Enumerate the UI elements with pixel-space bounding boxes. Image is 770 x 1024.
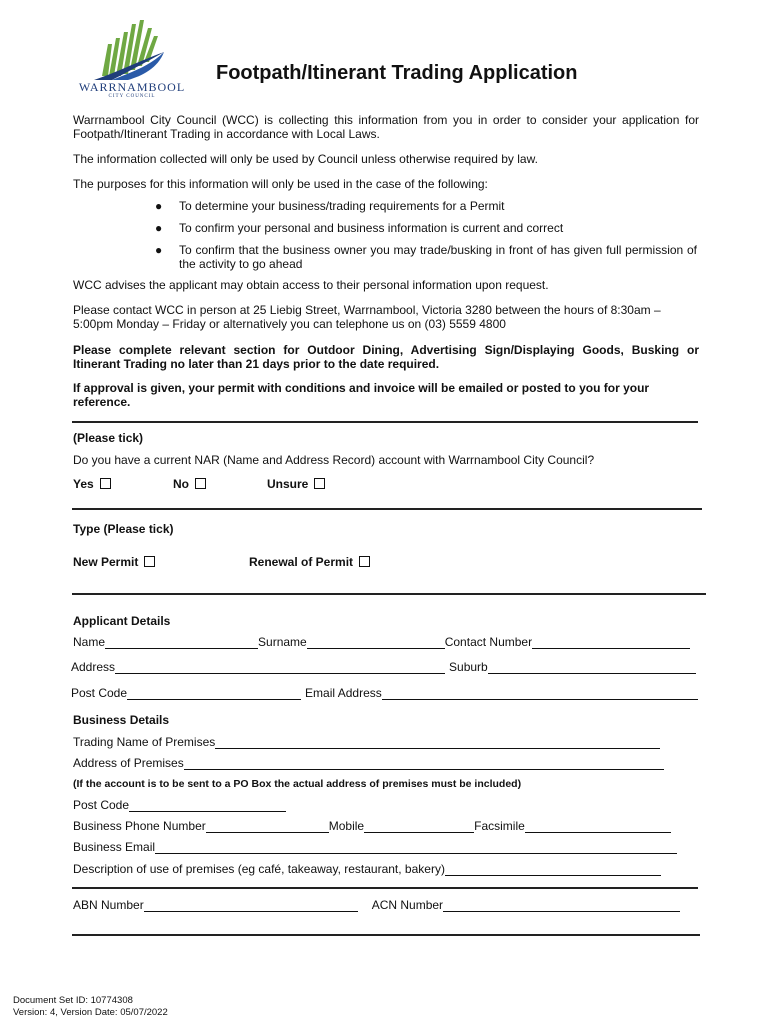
intro-paragraph-2: The information collected will only be used by Council unless otherwise required by law.	[73, 152, 538, 166]
nar-no-label: No	[173, 477, 189, 491]
yes-checkbox[interactable]	[100, 478, 111, 489]
logo-name: WARRNAMBOOL	[78, 80, 186, 94]
nar-heading: (Please tick)	[73, 431, 144, 445]
new-permit-checkbox[interactable]	[144, 556, 155, 567]
applicant-name-row	[73, 635, 690, 649]
nar-question: Do you have a current NAR (Name and Address Record) account with Warrnambool City Council?	[73, 453, 595, 467]
divider	[72, 593, 706, 595]
contact-number-field[interactable]	[532, 637, 690, 649]
premises-address-row	[73, 756, 664, 770]
description-row	[73, 862, 661, 876]
trading-name-field[interactable]	[215, 737, 660, 749]
name-label: Name	[73, 635, 106, 649]
trading-name-row	[73, 735, 660, 749]
intro-paragraph-4: WCC advises the applicant may obtain access to their personal information upon request.	[73, 278, 549, 292]
email-label: Email Address	[305, 686, 382, 700]
business-phone-row	[73, 819, 671, 833]
applicant-heading: Applicant Details	[73, 614, 171, 628]
bullet-icon: ●	[155, 199, 163, 213]
bullet-item-1: To determine your business/trading requirements for a Permit	[179, 199, 505, 213]
postcode-field[interactable]	[127, 688, 301, 700]
intro-paragraph-1: Warrnambool City Council (WCC) is collecting this information from you in order to consider your application for Footpath/Itinerant Trading in accordance with Local Laws.	[73, 113, 699, 141]
business-postcode-label: Post Code	[73, 798, 130, 812]
business-email-row	[73, 840, 677, 854]
surname-field[interactable]	[307, 637, 445, 649]
logo-subtitle: CITY COUNCIL	[108, 94, 156, 99]
intro-paragraph-3: The purposes for this information will only be used in the case of the following:	[73, 177, 488, 191]
suburb-label: Suburb	[449, 660, 488, 674]
acn-label: ACN Number	[371, 898, 444, 912]
abn-label: ABN Number	[73, 898, 144, 912]
description-label: Description of use of premises (eg café, takeaway, restaurant, bakery)	[73, 862, 445, 876]
abn-acn-row	[73, 898, 680, 912]
facsimile-field[interactable]	[525, 821, 671, 833]
version-info: Version: 4, Version Date: 05/07/2022	[13, 1007, 168, 1018]
premises-address-field[interactable]	[184, 758, 664, 770]
renewal-permit-checkbox[interactable]	[359, 556, 370, 567]
mobile-field[interactable]	[364, 821, 474, 833]
divider	[72, 934, 700, 936]
applicant-address-row	[71, 660, 696, 674]
unsure-checkbox[interactable]	[314, 478, 325, 489]
page-title: Footpath/Itinerant Trading Application	[216, 62, 578, 84]
nar-unsure-option[interactable]	[267, 477, 325, 491]
bullet-item-2: To confirm your personal and business information is current and correct	[179, 221, 564, 235]
divider	[72, 887, 698, 889]
po-box-note: (If the account is to be sent to a PO Box the actual address of premises must be included)	[73, 778, 522, 790]
bullet-icon: ●	[155, 243, 163, 257]
no-checkbox[interactable]	[195, 478, 206, 489]
new-permit-label: New Permit	[73, 555, 139, 569]
applicant-postcode-row	[71, 686, 698, 700]
address-label: Address	[71, 660, 116, 674]
postcode-label: Post Code	[71, 686, 128, 700]
intro-paragraph-6: Please complete relevant section for Outdoor Dining, Advertising Sign/Displaying Goods, Busking or Itinerant Trading no later than 21 days prior to the date required.	[73, 343, 699, 371]
divider	[72, 508, 702, 510]
nar-yes-option[interactable]	[73, 477, 111, 491]
renewal-permit-option[interactable]	[249, 555, 370, 569]
address-field[interactable]	[115, 662, 445, 674]
intro-paragraph-5: Please contact WCC in person at 25 Liebig Street, Warrnambool, Victoria 3280 between the hours of 8:30am – 5:00pm Monday – Friday or alternatively you can telephone us on (03) 5559 4800	[73, 303, 661, 331]
renewal-permit-label: Renewal of Permit	[249, 555, 354, 569]
business-heading: Business Details	[73, 713, 170, 727]
business-phone-label: Business Phone Number	[73, 819, 206, 833]
email-field[interactable]	[382, 688, 698, 700]
bullet-item-3: To confirm that the business owner you may trade/busking in front of has given full permission of the activity to go ahead	[179, 243, 697, 271]
business-phone-field[interactable]	[206, 821, 329, 833]
business-email-label: Business Email	[73, 840, 156, 854]
nar-unsure-label: Unsure	[267, 477, 309, 491]
nar-no-option[interactable]	[173, 477, 206, 491]
premises-address-label: Address of Premises	[73, 756, 184, 770]
intro-paragraph-7: If approval is given, your permit with conditions and invoice will be emailed or posted to you for your reference.	[73, 381, 650, 409]
description-field[interactable]	[445, 864, 661, 876]
new-permit-option[interactable]	[73, 555, 155, 569]
acn-field[interactable]	[443, 900, 680, 912]
business-email-field[interactable]	[155, 842, 677, 854]
business-postcode-row	[73, 798, 286, 812]
divider	[72, 421, 698, 423]
abn-field[interactable]	[144, 900, 358, 912]
document-set-id: Document Set ID: 10774308	[13, 995, 133, 1006]
surname-label: Surname	[258, 635, 307, 649]
council-logo	[72, 14, 192, 104]
name-field[interactable]	[105, 637, 258, 649]
type-heading: Type (Please tick)	[73, 522, 174, 536]
mobile-label: Mobile	[328, 819, 365, 833]
logo-mark-icon	[72, 14, 192, 84]
facsimile-label: Facsimile	[474, 819, 525, 833]
business-postcode-field[interactable]	[129, 800, 286, 812]
trading-name-label: Trading Name of Premises	[73, 735, 216, 749]
suburb-field[interactable]	[488, 662, 696, 674]
nar-yes-label: Yes	[73, 477, 94, 491]
bullet-icon: ●	[155, 221, 163, 235]
contact-label: Contact Number	[444, 635, 533, 649]
